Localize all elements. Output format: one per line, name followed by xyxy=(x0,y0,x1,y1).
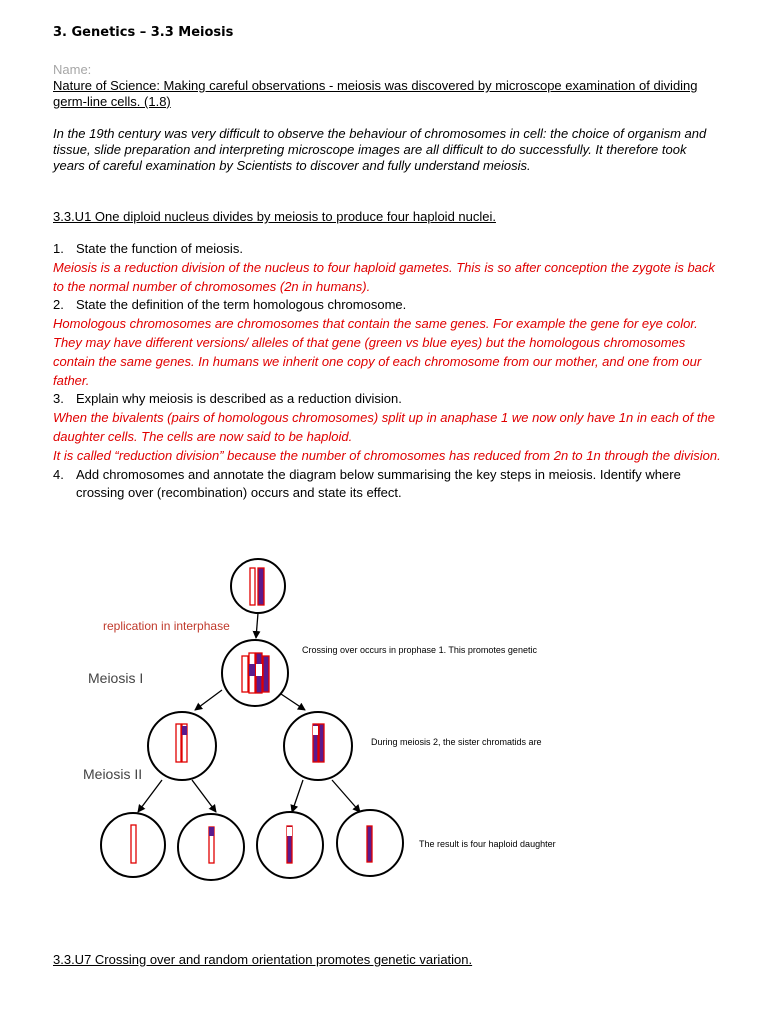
answer-2: Homologous chromosomes are chromosomes that contain the same genes. For example the gene for eye color. They may have different versions/ alleles of that gene (green vs blue eyes) but the homologous chromosomes contain the same genes. In humans we inherit one copy of each chromosome from our mother, and one from our father. xyxy=(53,316,702,388)
note-crossing-over: Crossing over occurs in prophase 1. This promotes genetic xyxy=(302,645,537,655)
chromatid xyxy=(176,724,181,762)
arrow-meiosis2-1 xyxy=(138,780,162,812)
chromatid xyxy=(319,724,324,762)
understanding-u1: 3.3.U1 One diploid nucleus divides by meiosis to produce four haploid nuclei. xyxy=(53,209,496,224)
question-number: 1. xyxy=(53,241,64,256)
question-number: 3. xyxy=(53,391,64,407)
cell-gamete-4 xyxy=(337,810,403,876)
meiosis-1-label: Meiosis I xyxy=(88,670,144,686)
question-text: Add chromosomes and annotate the diagram below summarising the key steps in meiosis. Identify where crossing over (recombination) occurs and state its effect. xyxy=(76,466,681,501)
cell-gamete-1 xyxy=(101,813,165,877)
meiosis-diagram-svg xyxy=(70,550,690,910)
question-number: 2. xyxy=(53,297,64,313)
replication-label: replication in interphase xyxy=(103,619,230,633)
arrow-meiosis2-4 xyxy=(332,780,360,812)
chromatid xyxy=(242,656,248,692)
chromatid xyxy=(263,656,269,692)
page-title: 3. Genetics – 3.3 Meiosis xyxy=(53,25,234,40)
question-1 xyxy=(53,240,723,259)
question-text: State the function of meiosis. xyxy=(76,241,243,256)
intro-paragraph: In the 19th century was very difficult to observe the behaviour of chromosomes in cell: the choice of organism and tissue, slide preparation and interpreting microscope images are all difficult to do successfully. It therefore took years of careful examination by Scientists to discover and fully understand meiosis. xyxy=(53,126,707,173)
question-number: 4. xyxy=(53,466,64,482)
arrow-meiosis2-3 xyxy=(292,780,303,812)
cell-meiosis2-left xyxy=(148,712,216,780)
answer-1: Meiosis is a reduction division of the nucleus to four haploid gametes. This is so after conception the zygote is back to the normal number of chromosomes (2n in humans). xyxy=(53,259,715,294)
arrow-replication xyxy=(256,613,258,638)
chromosome xyxy=(367,826,372,862)
chromosome xyxy=(131,825,136,863)
question-2 xyxy=(53,296,723,315)
question-list xyxy=(53,240,723,503)
arrow-meiosis1-left xyxy=(195,690,222,710)
answer-3b: It is called “reduction division” because the number of chromosomes has reduced from 2n to 1n through the division. xyxy=(53,447,721,463)
cell-gamete-3 xyxy=(257,812,323,878)
question-4 xyxy=(53,466,723,504)
chromosome xyxy=(250,568,255,605)
nature-of-science: Nature of Science: Making careful observations - meiosis was discovered by microscope examination of dividing germ-line cells. (1.8) xyxy=(53,78,698,109)
crossover-segment xyxy=(209,827,214,836)
meiosis-2-label: Meiosis II xyxy=(83,766,143,782)
question-text: Explain why meiosis is described as a reduction division. xyxy=(76,391,402,407)
crossover-segment xyxy=(256,664,262,676)
crossover-segment xyxy=(313,726,318,735)
cell-gamete-2 xyxy=(178,814,244,880)
question-3 xyxy=(53,390,723,409)
name-label: Name: xyxy=(53,62,92,77)
cell-parent xyxy=(231,559,285,613)
chromosome xyxy=(258,568,264,605)
answer-3a: When the bivalents (pairs of homologous chromosomes) split up in anaphase 1 we now only have 1n in each of the daughter cells. The cells are now said to be haploid. xyxy=(53,410,715,444)
meiosis-diagram xyxy=(70,550,690,910)
note-result: The result is four haploid daughter xyxy=(419,839,556,849)
cell-meiosis1 xyxy=(222,640,288,706)
crossover-segment xyxy=(249,664,255,676)
understanding-u7: 3.3.U7 Crossing over and random orientation promotes genetic variation. xyxy=(53,952,473,967)
note-meiosis-2: During meiosis 2, the sister chromatids are xyxy=(371,737,542,747)
crossover-segment xyxy=(287,827,292,836)
question-text: State the definition of the term homologous chromosome. xyxy=(76,297,407,313)
cell-meiosis2-right xyxy=(284,712,352,780)
crossover-segment xyxy=(182,726,187,735)
arrow-meiosis2-2 xyxy=(192,780,216,812)
